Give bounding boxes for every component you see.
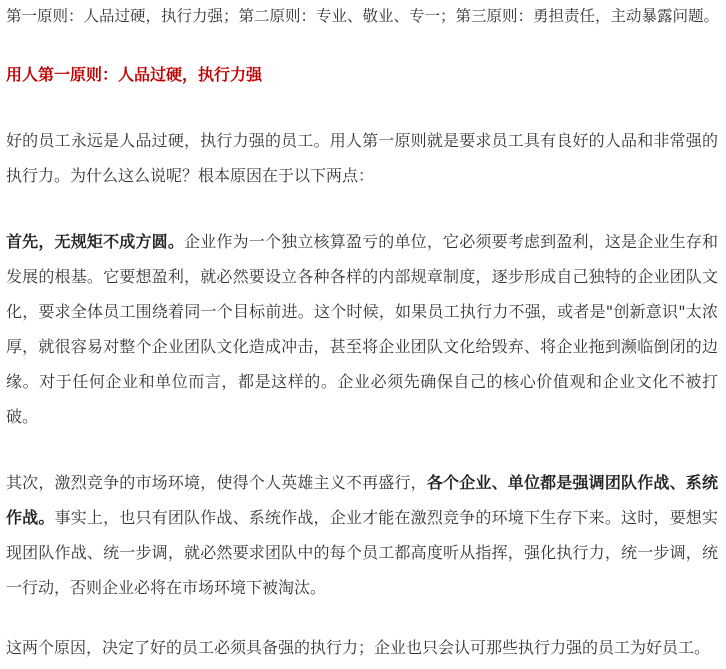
second-reason-after: 事实上，也只有团队作战、系统作战，企业才能在激烈竞争的环境下生存下来。这时，要想实现团队作战、统一步调，就必然要求团队中的每个员工都高度听从指挥，强化执行力，统一步调，统一行动，否则企业必将在市场环境下被淘汰。 xyxy=(6,508,718,597)
principles-summary: 第一原则：人品过硬，执行力强；第二原则：专业、敬业、专一；第三原则：勇担责任，主动暴露问题。 xyxy=(6,7,720,25)
paragraph-conclusion: 这两个原因，决定了好的员工必须具备强的执行力；企业也只会认可那些执行力强的员工为好员工。 xyxy=(6,638,711,657)
paragraph-first-reason xyxy=(6,224,718,434)
paragraph-intro: 好的员工永远是人品过硬，执行力强的员工。用人第一原则就是要求员工具有良好的人品和非常强的执行力。为什么这么说呢？根本原因在于以下两点： xyxy=(6,131,718,185)
section-heading: 用人第一原则：人品过硬，执行力强 xyxy=(6,65,263,84)
first-reason-lead: 首先，无规矩不成方圆。 xyxy=(6,232,185,251)
paragraph-second-reason xyxy=(6,465,718,605)
first-reason-body: 企业作为一个独立核算盈亏的单位，它必须要考虑到盈利，这是企业生存和发展的根基。它要想盈利，就必然要设立各种各样的内部规章制度，逐步形成自己独特的企业团队文化，要求全体员工围绕着同一个目标前进。这个时候，如果员工执行力不强，或者是"创新意识"太浓厚，就很容易对整个企业团队文化造成冲击，甚至将企业团队文化给毁弃、将企业拖到濒临倒闭的边缘。对于任何企业和单位而言，都是这样的。企业必须先确保自己的核心价值观和企业文化不被打破。 xyxy=(6,232,718,426)
second-reason-emphasis: 各个企业、单位都是强调团队作战、系统作战。 xyxy=(6,473,718,527)
second-reason-before: 其次，激烈竞争的市场环境，使得个人英雄主义不再盛行， xyxy=(6,473,427,492)
